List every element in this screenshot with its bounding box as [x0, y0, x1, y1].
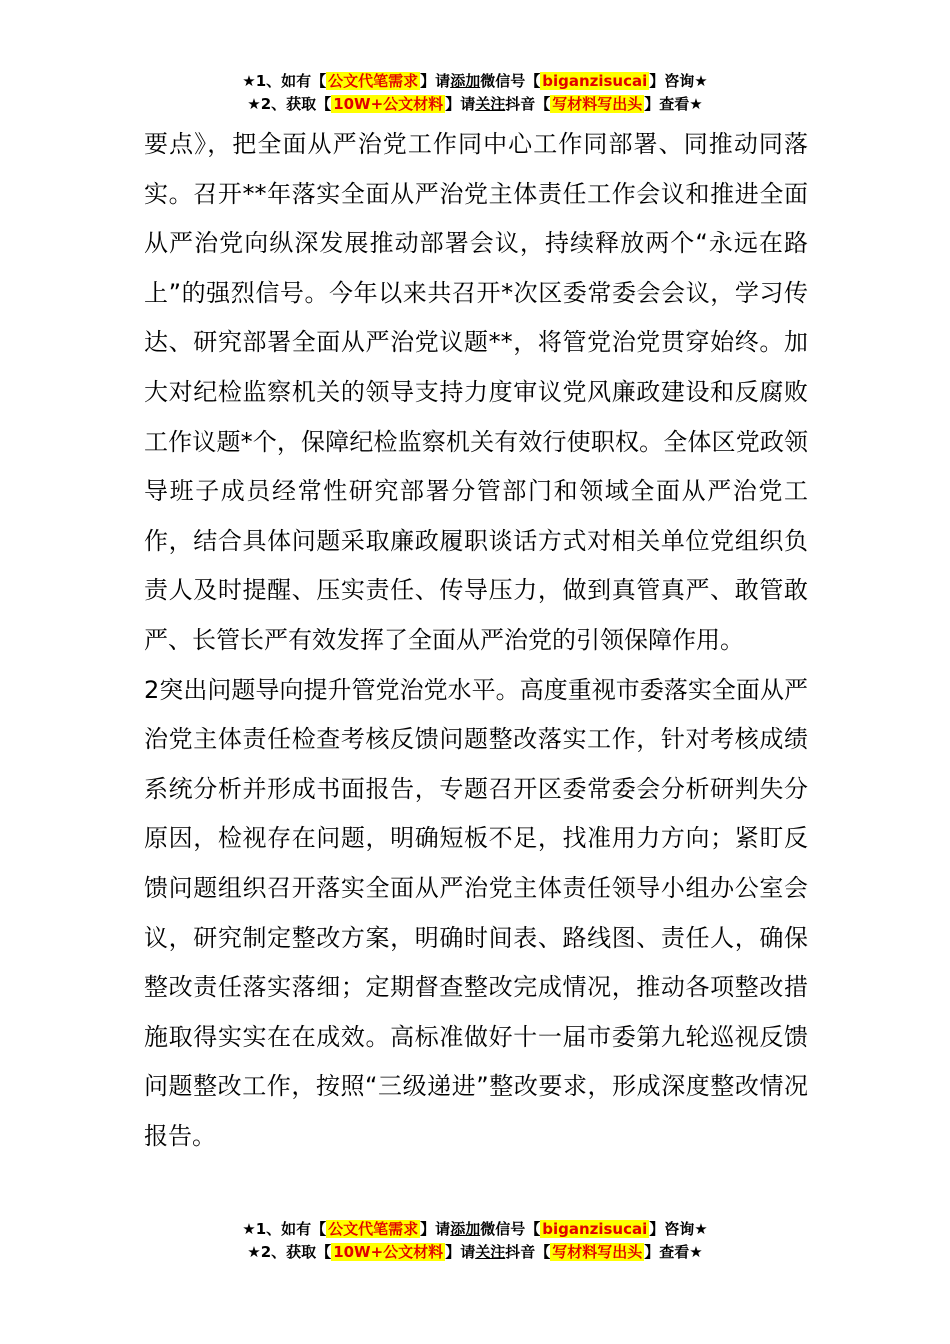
- promo-text: 】请: [420, 1220, 451, 1238]
- promo-text: ★2、获取【: [247, 95, 332, 113]
- promo-text: ★1、如有【: [242, 1220, 327, 1238]
- promo-underline: 添加: [450, 1220, 481, 1238]
- promo-line-2: [0, 1241, 950, 1264]
- promo-highlight: biganzisucai: [542, 72, 648, 90]
- promo-highlight: 10W+公文材料: [333, 95, 444, 113]
- promo-highlight: 写材料写出头: [552, 1243, 643, 1261]
- document-body: [144, 120, 808, 1161]
- promo-line-1: [0, 70, 950, 93]
- promo-text: 】请: [445, 1243, 476, 1261]
- promo-underline: 添加: [450, 72, 481, 90]
- promo-highlight: 公文代笔需求: [328, 1220, 419, 1238]
- bottom-promo-banner: [0, 1218, 950, 1264]
- promo-underline: 关注: [475, 1243, 506, 1261]
- promo-text: 】咨询★: [649, 72, 708, 90]
- promo-highlight: 10W+公文材料: [333, 1243, 444, 1261]
- promo-highlight: biganzisucai: [542, 1220, 648, 1238]
- promo-text: 】请: [420, 72, 451, 90]
- promo-text: 抖音【: [505, 1243, 551, 1261]
- promo-line-1: [0, 1218, 950, 1241]
- promo-highlight: 公文代笔需求: [328, 72, 419, 90]
- promo-text: ★1、如有【: [242, 72, 327, 90]
- promo-text: 】查看★: [644, 1243, 703, 1261]
- promo-highlight: 写材料写出头: [552, 95, 643, 113]
- body-paragraph-2: 2突出问题导向提升管党治党水平。高度重视市委落实全面从严治党主体责任检查考核反馈问题整改落实工作，针对考核成绩系统分析并形成书面报告，专题召开区委常委会分析研判失分原因，检视存在问题，明确短板不足，找准用力方向；紧盯反馈问题组织召开落实全面从严治党主体责任领导小组办公室会议，研究制定整改方案，明确时间表、路线图、责任人，确保整改责任落实落细；定期督查整改完成情况，推动各项整改措施取得实实在在成效。高标准做好十一届市委第九轮巡视反馈问题整改工作，按照“三级递进”整改要求，形成深度整改情况报告。: [144, 675, 808, 1150]
- promo-line-2: [0, 93, 950, 116]
- promo-underline: 关注: [475, 95, 506, 113]
- promo-text: 微信号【: [480, 72, 541, 90]
- promo-text: 】查看★: [644, 95, 703, 113]
- promo-text: 抖音【: [505, 95, 551, 113]
- promo-text: 】咨询★: [649, 1220, 708, 1238]
- promo-text: 】请: [445, 95, 476, 113]
- promo-text: ★2、获取【: [247, 1243, 332, 1261]
- body-paragraph-1: 要点》，把全面从严治党工作同中心工作同部署、同推动同落实。召开**年落实全面从严治党主体责任工作会议和推进全面从严治党向纵深发展推动部署会议，持续释放两个“永远在路上”的强烈信号。今年以来共召开*次区委常委会会议，学习传达、研究部署全面从严治党议题**，将管党治党贯穿始终。加大对纪检监察机关的领导支持力度审议党风廉政建设和反腐败工作议题*个，保障纪检监察机关有效行使职权。全体区党政领导班子成员经常性研究部署分管部门和领域全面从严治党工作，结合具体问题采取廉政履职谈话方式对相关单位党组织负责人及时提醒、压实责任、传导压力，做到真管真严、敢管敢严、长管长严有效发挥了全面从严治党的引领保障作用。: [144, 130, 808, 654]
- top-promo-banner: [0, 70, 950, 116]
- promo-text: 微信号【: [480, 1220, 541, 1238]
